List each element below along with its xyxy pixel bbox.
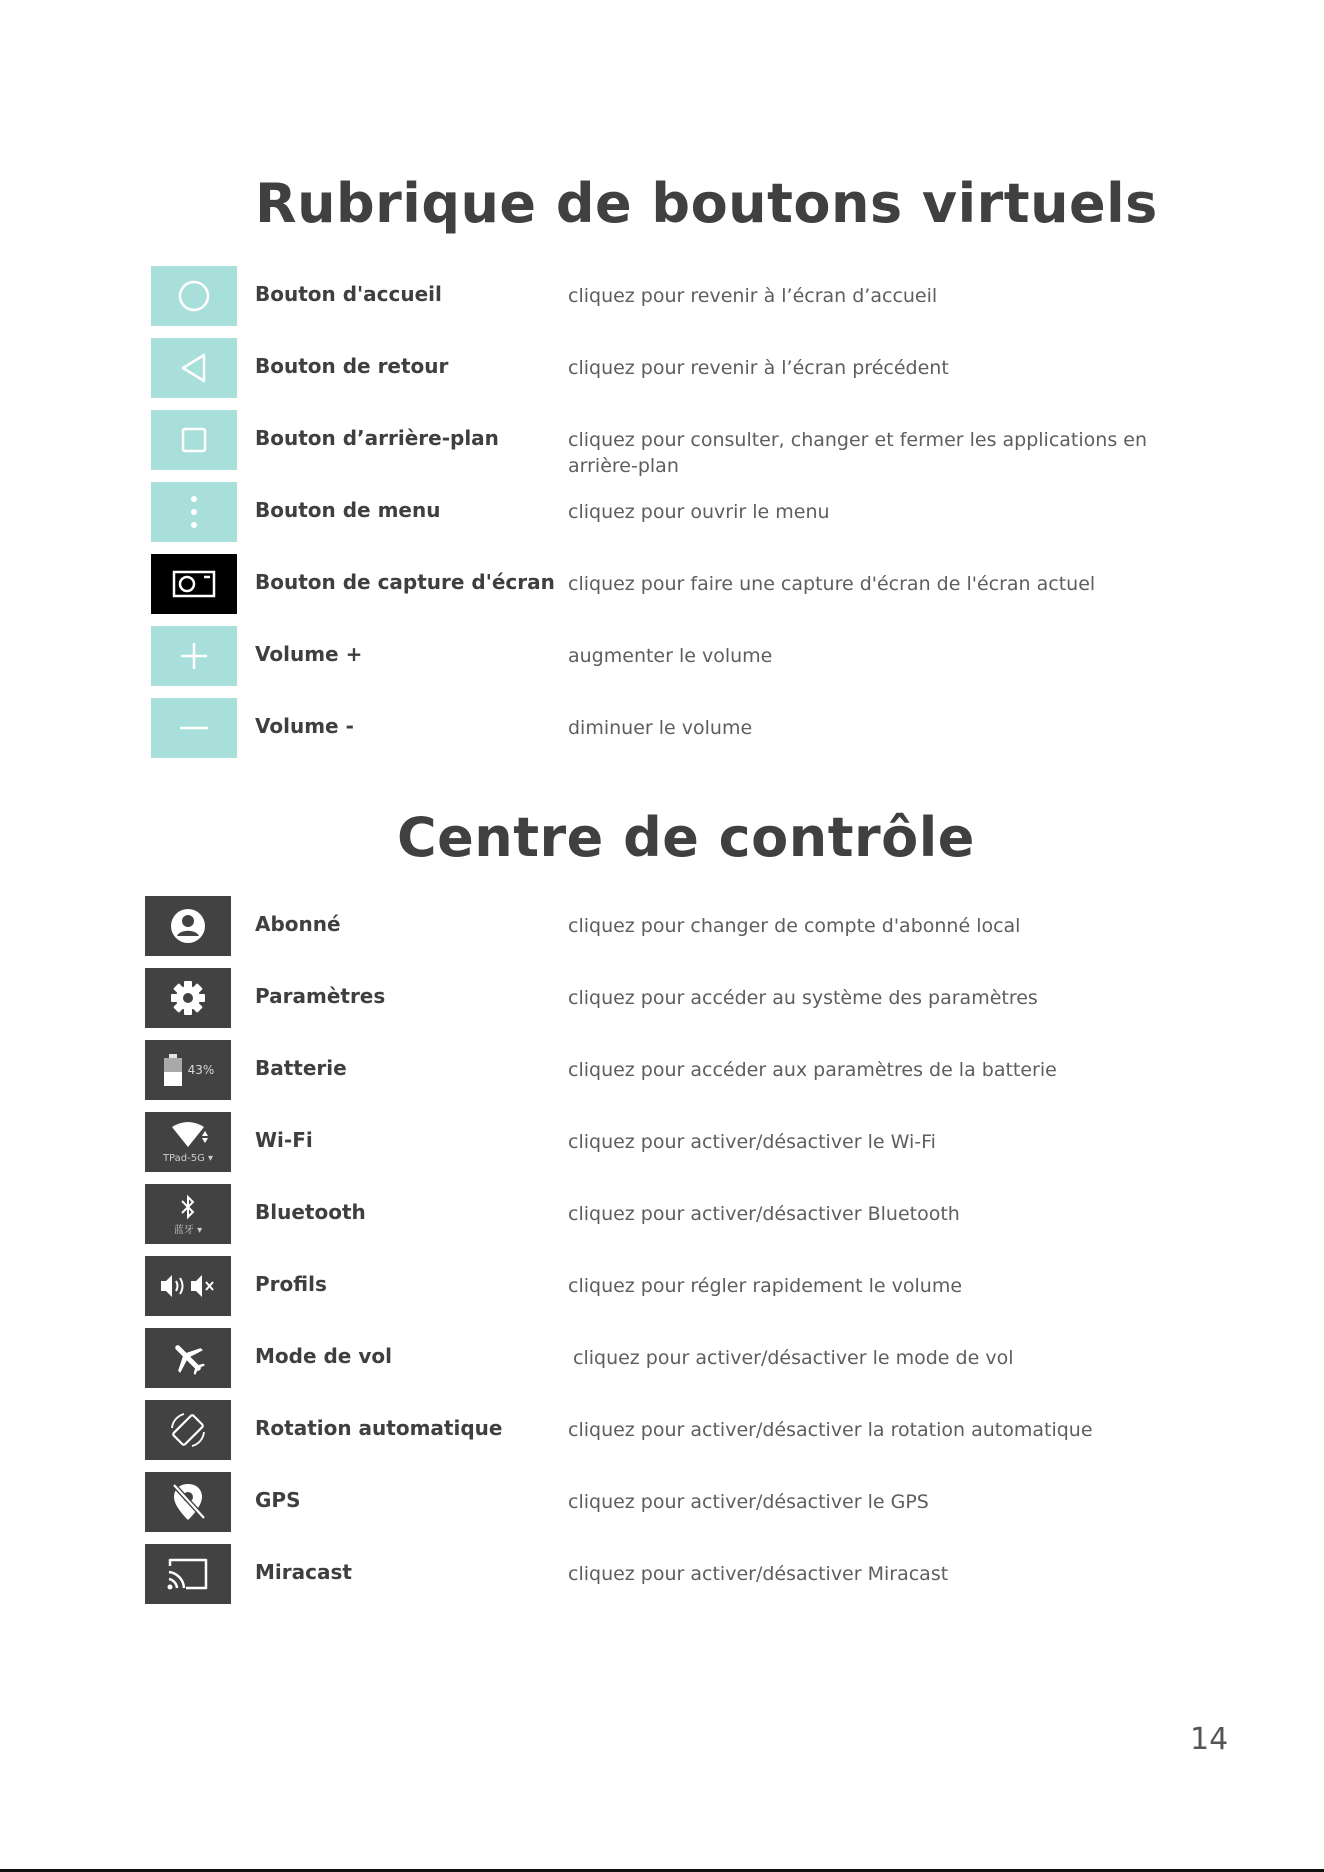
item-description: cliquez pour activer/désactiver le mode de vol bbox=[573, 1347, 1014, 1369]
item-description: cliquez pour revenir à l’écran précédent bbox=[568, 357, 949, 379]
camera-screenshot-icon bbox=[151, 554, 237, 614]
list-item bbox=[0, 1184, 1324, 1246]
bluetooth-label: 蓝牙 ▾ bbox=[173, 1224, 203, 1236]
item-description: cliquez pour faire une capture d'écran de l'écran actuel bbox=[568, 573, 1096, 595]
list-item bbox=[0, 698, 1324, 760]
item-label: Wi-Fi bbox=[255, 1128, 313, 1152]
item-label: Batterie bbox=[255, 1056, 347, 1080]
item-label: Rotation automatique bbox=[255, 1416, 503, 1440]
item-description: cliquez pour régler rapidement le volume bbox=[568, 1275, 963, 1297]
section-title-virtual-buttons: Rubrique de boutons virtuels bbox=[255, 172, 1158, 235]
wifi-icon bbox=[145, 1112, 231, 1172]
item-description: cliquez pour activer/désactiver Miracast bbox=[568, 1563, 949, 1585]
plus-icon bbox=[151, 626, 237, 686]
list-item bbox=[0, 266, 1324, 328]
user-icon bbox=[145, 896, 231, 956]
list-item bbox=[0, 410, 1324, 477]
item-label: Bouton d'accueil bbox=[255, 282, 442, 306]
list-item bbox=[0, 968, 1324, 1030]
list-item bbox=[0, 554, 1324, 616]
square-recents-icon bbox=[151, 410, 237, 470]
item-description: cliquez pour activer/désactiver Bluetooth bbox=[568, 1203, 960, 1225]
item-description: cliquez pour accéder aux paramètres de la batterie bbox=[568, 1059, 1057, 1081]
item-label: Bouton d’arrière-plan bbox=[255, 426, 499, 450]
section-title-control-center: Centre de contrôle bbox=[397, 806, 975, 869]
list-item bbox=[0, 1328, 1324, 1390]
item-label: Volume + bbox=[255, 642, 363, 666]
item-label: Abonné bbox=[255, 912, 341, 936]
dots-menu-icon bbox=[151, 482, 237, 542]
item-label: Volume - bbox=[255, 714, 354, 738]
list-item bbox=[0, 1472, 1324, 1534]
item-description: cliquez pour activer/désactiver la rotation automatique bbox=[568, 1419, 1093, 1441]
item-description: cliquez pour ouvrir le menu bbox=[568, 501, 830, 523]
list-item bbox=[0, 338, 1324, 400]
item-label: Mode de vol bbox=[255, 1344, 392, 1368]
item-label: Profils bbox=[255, 1272, 327, 1296]
volume-profile-icon bbox=[145, 1256, 231, 1316]
item-label: Bouton de retour bbox=[255, 354, 449, 378]
airplane-icon bbox=[145, 1328, 231, 1388]
item-label: GPS bbox=[255, 1488, 301, 1512]
gear-icon bbox=[145, 968, 231, 1028]
battery-icon bbox=[145, 1040, 231, 1100]
location-off-icon bbox=[145, 1472, 231, 1532]
item-description: cliquez pour consulter, changer et fermer les applications en arrière-plan bbox=[568, 429, 1147, 477]
list-item bbox=[0, 1040, 1324, 1102]
cast-icon bbox=[145, 1544, 231, 1604]
item-label: Paramètres bbox=[255, 984, 386, 1008]
item-label: Bluetooth bbox=[255, 1200, 366, 1224]
minus-icon bbox=[151, 698, 237, 758]
wifi-network-name: TPad-5G ▾ bbox=[162, 1152, 214, 1164]
triangle-back-icon bbox=[151, 338, 237, 398]
circle-home-icon bbox=[151, 266, 237, 326]
battery-percent: 43% bbox=[187, 1063, 215, 1077]
list-item bbox=[0, 1400, 1324, 1462]
bluetooth-icon bbox=[145, 1184, 231, 1244]
list-item bbox=[0, 482, 1324, 544]
list-item bbox=[0, 896, 1324, 958]
item-description: cliquez pour activer/désactiver le Wi-Fi bbox=[568, 1131, 936, 1153]
list-item bbox=[0, 1256, 1324, 1318]
page-number: 14 bbox=[1190, 1722, 1229, 1757]
item-label: Bouton de menu bbox=[255, 498, 441, 522]
list-item bbox=[0, 1112, 1324, 1174]
item-description: augmenter le volume bbox=[568, 645, 773, 667]
item-label: Bouton de capture d'écran bbox=[255, 570, 555, 594]
list-item bbox=[0, 1544, 1324, 1606]
rotate-icon bbox=[145, 1400, 231, 1460]
item-description: cliquez pour changer de compte d'abonné local bbox=[568, 915, 1021, 937]
item-description: cliquez pour revenir à l’écran d’accueil bbox=[568, 285, 938, 307]
item-description: cliquez pour accéder au système des paramètres bbox=[568, 987, 1038, 1009]
list-item bbox=[0, 626, 1324, 688]
item-description: cliquez pour activer/désactiver le GPS bbox=[568, 1491, 929, 1513]
item-label: Miracast bbox=[255, 1560, 352, 1584]
item-description: diminuer le volume bbox=[568, 717, 753, 739]
